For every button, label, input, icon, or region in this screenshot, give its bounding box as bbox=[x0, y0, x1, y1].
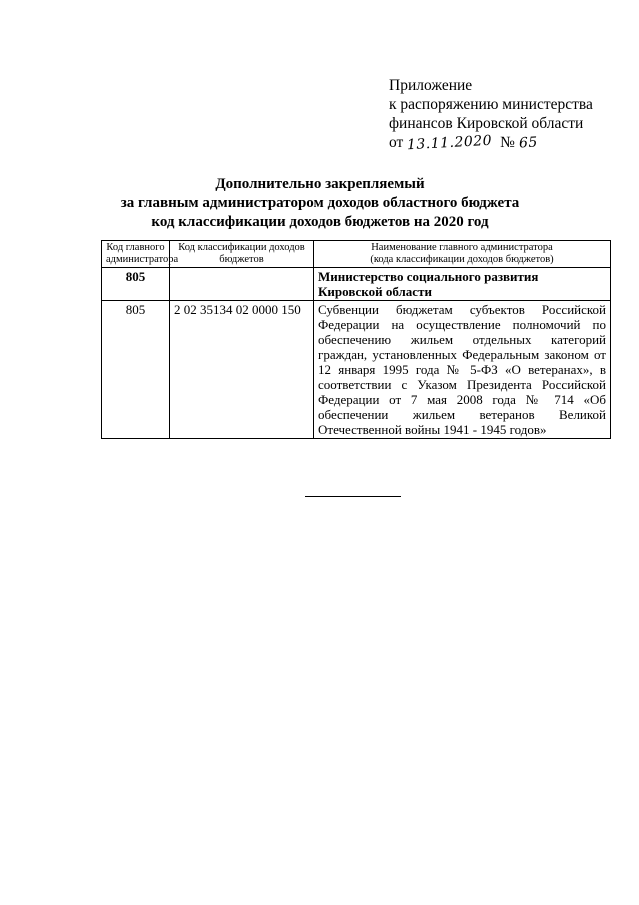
handwritten-number: 65 bbox=[518, 134, 539, 152]
title-line-2: за главным администратором доходов областного бюджета bbox=[120, 195, 520, 211]
header-admin-name bbox=[314, 241, 611, 268]
header-admin-code: Код главного администратора bbox=[102, 241, 170, 268]
admin-name-cell: Субвенции бюджетам субъектов Российской Федерации на осуществление полномочий по обеспечению жильем отдельных категорий граждан, установленных Федеральным законом от 12 января 1995 года № 5-ФЗ «О ветеранах», в соответствии с Указом Президента Российской Федерации от 7 мая 2008 года № 714 «Об обеспечении жильем ветеранов Великой Отечественной войны 1941 - 1945 годов» bbox=[314, 301, 611, 439]
income-codes-table bbox=[101, 240, 611, 439]
income-code-cell: 2 02 35134 02 0000 150 bbox=[170, 301, 314, 439]
header-income-code: Код классификации доходов бюджетов bbox=[170, 241, 314, 268]
appendix-date-line bbox=[389, 133, 629, 153]
number-label: № bbox=[500, 134, 515, 151]
appendix-order-line: к распоряжению министерства bbox=[389, 96, 593, 113]
appendix-ministry-line: финансов Кировской области bbox=[389, 115, 584, 132]
table-row bbox=[102, 301, 611, 439]
admin-code-cell: 805 bbox=[102, 301, 170, 439]
header-admin-name-line1: Наименование главного администратора bbox=[371, 242, 553, 253]
appendix-block bbox=[389, 76, 629, 153]
appendix-title: Приложение bbox=[389, 77, 473, 94]
table-header-row bbox=[102, 241, 611, 268]
table-row bbox=[102, 268, 611, 301]
admin-name-cell: Министерство социального развития Кировской области bbox=[314, 268, 611, 301]
admin-code-cell: 805 bbox=[102, 268, 170, 301]
header-admin-name-line2: (кода классификации доходов бюджетов) bbox=[370, 254, 554, 265]
income-code-cell bbox=[170, 268, 314, 301]
title-line-1: Дополнительно закрепляемый bbox=[215, 176, 425, 192]
handwritten-date: 13.11.2020 bbox=[406, 132, 493, 154]
from-label: от bbox=[389, 134, 404, 151]
document-title bbox=[80, 175, 560, 232]
separator-line bbox=[305, 496, 401, 497]
title-line-3: код классификации доходов бюджетов на 2020 год bbox=[151, 214, 489, 230]
